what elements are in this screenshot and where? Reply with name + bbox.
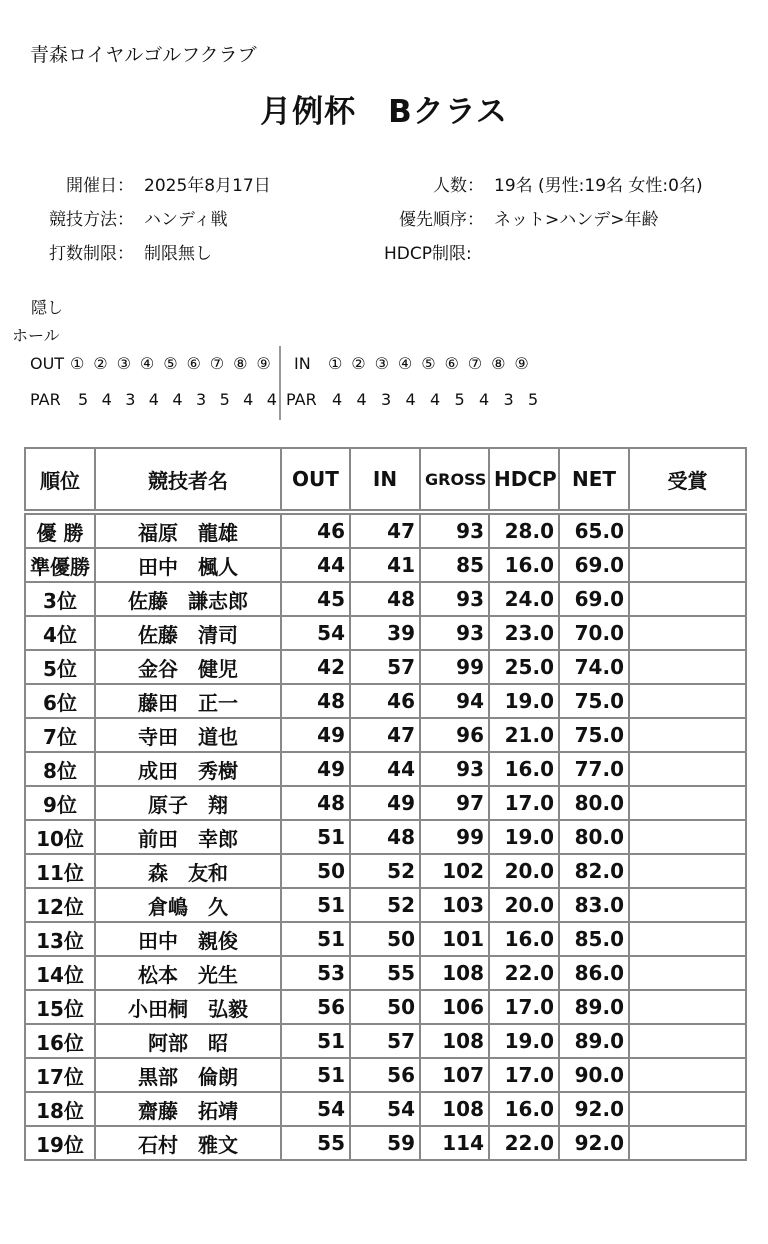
table-row bbox=[25, 684, 746, 718]
cell-out-score: 44 bbox=[281, 548, 350, 582]
cell-award bbox=[629, 888, 746, 922]
cell-player-name: 成田 秀樹 bbox=[95, 752, 281, 786]
cell-player-name: 倉嶋 久 bbox=[95, 888, 281, 922]
info-limit bbox=[30, 239, 212, 264]
cell-award bbox=[629, 718, 746, 752]
cell-player-name: 小田桐 弘毅 bbox=[95, 990, 281, 1024]
in-par-label: PAR bbox=[286, 390, 317, 409]
cell-gross-score: 93 bbox=[420, 582, 489, 616]
cell-out-score: 51 bbox=[281, 888, 350, 922]
out-holes-row bbox=[30, 354, 280, 373]
cell-net-score: 80.0 bbox=[559, 786, 629, 820]
hidden-label: 隠し bbox=[31, 298, 64, 317]
priority-value: ネット>ハンデ>年齢 bbox=[494, 210, 659, 230]
out-hole-mark-1: ① bbox=[70, 354, 85, 373]
cell-gross-score: 108 bbox=[420, 1092, 489, 1126]
cell-net-score: 89.0 bbox=[559, 990, 629, 1024]
out-par-9: 4 bbox=[266, 390, 277, 409]
cell-player-name: 藤田 正一 bbox=[95, 684, 281, 718]
out-hole-mark-2: ② bbox=[93, 354, 108, 373]
in-label: IN bbox=[294, 354, 311, 373]
table-row bbox=[25, 888, 746, 922]
cell-out-score: 51 bbox=[281, 820, 350, 854]
table-row bbox=[25, 1092, 746, 1126]
table-row bbox=[25, 752, 746, 786]
cell-award bbox=[629, 1092, 746, 1126]
out-par-row bbox=[30, 390, 290, 409]
cell-player-name: 前田 幸郎 bbox=[95, 820, 281, 854]
header-gross: GROSS bbox=[420, 448, 489, 512]
cell-hdcp: 23.0 bbox=[489, 616, 559, 650]
cell-player-name: 原子 翔 bbox=[95, 786, 281, 820]
out-hole-mark-5: ⑤ bbox=[163, 354, 178, 373]
date-label: 開催日： bbox=[66, 176, 134, 196]
info-method bbox=[30, 205, 228, 230]
cell-hdcp: 20.0 bbox=[489, 888, 559, 922]
out-par-8: 4 bbox=[243, 390, 254, 409]
cell-rank: 8位 bbox=[25, 752, 95, 786]
cell-rank: 18位 bbox=[25, 1092, 95, 1126]
cell-in-score: 49 bbox=[350, 786, 420, 820]
in-par-7: 4 bbox=[479, 390, 490, 409]
out-par-3: 3 bbox=[125, 390, 136, 409]
in-par-9: 5 bbox=[528, 390, 539, 409]
cell-gross-score: 96 bbox=[420, 718, 489, 752]
in-hole-mark-5: ⑤ bbox=[421, 354, 436, 373]
in-par-8: 3 bbox=[503, 390, 514, 409]
cell-out-score: 53 bbox=[281, 956, 350, 990]
cell-gross-score: 101 bbox=[420, 922, 489, 956]
cell-net-score: 82.0 bbox=[559, 854, 629, 888]
cell-rank: 13位 bbox=[25, 922, 95, 956]
cell-award bbox=[629, 820, 746, 854]
cell-rank: 17位 bbox=[25, 1058, 95, 1092]
cell-in-score: 50 bbox=[350, 990, 420, 1024]
in-par-4: 4 bbox=[405, 390, 416, 409]
cell-player-name: 福原 龍雄 bbox=[95, 512, 281, 548]
cell-in-score: 39 bbox=[350, 616, 420, 650]
cell-award bbox=[629, 752, 746, 786]
cell-award bbox=[629, 990, 746, 1024]
cell-gross-score: 99 bbox=[420, 650, 489, 684]
table-header-row bbox=[25, 448, 746, 512]
cell-net-score: 65.0 bbox=[559, 512, 629, 548]
cell-net-score: 86.0 bbox=[559, 956, 629, 990]
cell-hdcp: 16.0 bbox=[489, 752, 559, 786]
cell-gross-score: 93 bbox=[420, 616, 489, 650]
cell-net-score: 92.0 bbox=[559, 1092, 629, 1126]
cell-out-score: 42 bbox=[281, 650, 350, 684]
table-row bbox=[25, 854, 746, 888]
limit-value: 制限無し bbox=[144, 244, 212, 264]
cell-award bbox=[629, 1058, 746, 1092]
cell-rank: 11位 bbox=[25, 854, 95, 888]
cell-net-score: 69.0 bbox=[559, 548, 629, 582]
table-row bbox=[25, 990, 746, 1024]
table-row bbox=[25, 548, 746, 582]
out-par-values bbox=[78, 390, 290, 409]
cell-gross-score: 108 bbox=[420, 956, 489, 990]
cell-out-score: 54 bbox=[281, 616, 350, 650]
cell-hdcp: 17.0 bbox=[489, 1058, 559, 1092]
cell-out-score: 56 bbox=[281, 990, 350, 1024]
club-name: 青森ロイヤルゴルフクラブ bbox=[30, 44, 257, 66]
table-row bbox=[25, 820, 746, 854]
cell-award bbox=[629, 956, 746, 990]
table-row bbox=[25, 1058, 746, 1092]
cell-gross-score: 114 bbox=[420, 1126, 489, 1160]
cell-hdcp: 16.0 bbox=[489, 922, 559, 956]
out-hole-mark-6: ⑥ bbox=[186, 354, 201, 373]
cell-hdcp: 16.0 bbox=[489, 1092, 559, 1126]
cell-rank: 14位 bbox=[25, 956, 95, 990]
hdcp-limit-label: HDCP制限: bbox=[384, 244, 472, 264]
cell-out-score: 48 bbox=[281, 786, 350, 820]
out-hole-mark-8: ⑧ bbox=[233, 354, 248, 373]
cell-out-score: 45 bbox=[281, 582, 350, 616]
cell-in-score: 44 bbox=[350, 752, 420, 786]
in-par-2: 4 bbox=[356, 390, 367, 409]
in-hole-mark-6: ⑥ bbox=[444, 354, 459, 373]
in-hole-mark-2: ② bbox=[351, 354, 366, 373]
out-hole-mark-4: ④ bbox=[139, 354, 155, 373]
info-hdcp-limit bbox=[384, 239, 472, 264]
out-par-4: 4 bbox=[148, 390, 159, 409]
cell-player-name: 金谷 健児 bbox=[95, 650, 281, 684]
cell-hdcp: 25.0 bbox=[489, 650, 559, 684]
cell-gross-score: 85 bbox=[420, 548, 489, 582]
cell-gross-score: 108 bbox=[420, 1024, 489, 1058]
limit-label: 打数制限： bbox=[49, 244, 134, 264]
holes-divider bbox=[279, 346, 281, 420]
info-date bbox=[30, 171, 271, 196]
priority-label: 優先順序： bbox=[399, 210, 484, 230]
out-par-1: 5 bbox=[78, 390, 89, 409]
count-label: 人数： bbox=[433, 176, 484, 196]
header-in: IN bbox=[350, 448, 420, 512]
cell-net-score: 92.0 bbox=[559, 1126, 629, 1160]
cell-rank: 15位 bbox=[25, 990, 95, 1024]
cell-net-score: 70.0 bbox=[559, 616, 629, 650]
cell-out-score: 49 bbox=[281, 718, 350, 752]
out-hole-marks bbox=[70, 354, 280, 373]
out-par-2: 4 bbox=[101, 390, 112, 409]
cell-net-score: 83.0 bbox=[559, 888, 629, 922]
cell-net-score: 85.0 bbox=[559, 922, 629, 956]
cell-award bbox=[629, 616, 746, 650]
cell-rank: 準優勝 bbox=[25, 548, 95, 582]
cell-in-score: 54 bbox=[350, 1092, 420, 1126]
out-hole-mark-3: ③ bbox=[116, 354, 131, 373]
cell-out-score: 55 bbox=[281, 1126, 350, 1160]
cell-in-score: 56 bbox=[350, 1058, 420, 1092]
cell-net-score: 80.0 bbox=[559, 820, 629, 854]
out-par-7: 5 bbox=[219, 390, 230, 409]
out-par-5: 4 bbox=[172, 390, 183, 409]
cell-rank: 3位 bbox=[25, 582, 95, 616]
cell-rank: 7位 bbox=[25, 718, 95, 752]
table-row bbox=[25, 512, 746, 548]
table-row bbox=[25, 718, 746, 752]
cell-gross-score: 106 bbox=[420, 990, 489, 1024]
info-priority bbox=[384, 205, 659, 230]
cell-net-score: 77.0 bbox=[559, 752, 629, 786]
page-title: 月例杯 Bクラス bbox=[260, 94, 508, 130]
cell-award bbox=[629, 854, 746, 888]
header-award: 受賞 bbox=[629, 448, 746, 512]
cell-player-name: 阿部 昭 bbox=[95, 1024, 281, 1058]
cell-hdcp: 21.0 bbox=[489, 718, 559, 752]
header-name: 競技者名 bbox=[95, 448, 281, 512]
cell-gross-score: 103 bbox=[420, 888, 489, 922]
cell-out-score: 51 bbox=[281, 1058, 350, 1092]
cell-out-score: 50 bbox=[281, 854, 350, 888]
cell-player-name: 松本 光生 bbox=[95, 956, 281, 990]
cell-in-score: 48 bbox=[350, 820, 420, 854]
table-row bbox=[25, 616, 746, 650]
table-row bbox=[25, 956, 746, 990]
in-par-6: 5 bbox=[454, 390, 465, 409]
cell-net-score: 75.0 bbox=[559, 684, 629, 718]
table-row bbox=[25, 1126, 746, 1160]
cell-gross-score: 102 bbox=[420, 854, 489, 888]
cell-player-name: 佐藤 清司 bbox=[95, 616, 281, 650]
cell-gross-score: 97 bbox=[420, 786, 489, 820]
header-hdcp: HDCP bbox=[489, 448, 559, 512]
header-net: NET bbox=[559, 448, 629, 512]
cell-out-score: 46 bbox=[281, 512, 350, 548]
cell-hdcp: 17.0 bbox=[489, 786, 559, 820]
cell-award bbox=[629, 582, 746, 616]
in-hole-mark-4: ④ bbox=[397, 354, 413, 373]
cell-hdcp: 17.0 bbox=[489, 990, 559, 1024]
cell-rank: 優 勝 bbox=[25, 512, 95, 548]
in-par-row bbox=[286, 390, 553, 409]
in-hole-mark-1: ① bbox=[328, 354, 343, 373]
info-count bbox=[384, 171, 703, 196]
cell-award bbox=[629, 1024, 746, 1058]
out-hole-mark-9: ⑨ bbox=[256, 354, 271, 373]
cell-award bbox=[629, 922, 746, 956]
cell-hdcp: 19.0 bbox=[489, 1024, 559, 1058]
cell-net-score: 89.0 bbox=[559, 1024, 629, 1058]
cell-hdcp: 20.0 bbox=[489, 854, 559, 888]
cell-net-score: 90.0 bbox=[559, 1058, 629, 1092]
in-hole-mark-3: ③ bbox=[374, 354, 389, 373]
table-row bbox=[25, 582, 746, 616]
cell-out-score: 49 bbox=[281, 752, 350, 786]
cell-net-score: 74.0 bbox=[559, 650, 629, 684]
cell-hdcp: 22.0 bbox=[489, 956, 559, 990]
out-par-6: 3 bbox=[195, 390, 207, 409]
cell-player-name: 石村 雅文 bbox=[95, 1126, 281, 1160]
cell-player-name: 田中 親俊 bbox=[95, 922, 281, 956]
cell-gross-score: 93 bbox=[420, 752, 489, 786]
in-par-values bbox=[332, 390, 553, 409]
cell-award bbox=[629, 548, 746, 582]
cell-rank: 16位 bbox=[25, 1024, 95, 1058]
cell-gross-score: 93 bbox=[420, 512, 489, 548]
cell-in-score: 55 bbox=[350, 956, 420, 990]
cell-player-name: 寺田 道也 bbox=[95, 718, 281, 752]
cell-rank: 9位 bbox=[25, 786, 95, 820]
in-hole-mark-9: ⑨ bbox=[514, 354, 529, 373]
cell-in-score: 57 bbox=[350, 650, 420, 684]
table-row bbox=[25, 922, 746, 956]
cell-award bbox=[629, 650, 746, 684]
cell-rank: 10位 bbox=[25, 820, 95, 854]
cell-player-name: 森 友和 bbox=[95, 854, 281, 888]
in-par-1: 4 bbox=[332, 390, 343, 409]
cell-player-name: 佐藤 謙志郎 bbox=[95, 582, 281, 616]
cell-in-score: 57 bbox=[350, 1024, 420, 1058]
cell-gross-score: 107 bbox=[420, 1058, 489, 1092]
cell-rank: 12位 bbox=[25, 888, 95, 922]
cell-gross-score: 94 bbox=[420, 684, 489, 718]
cell-in-score: 48 bbox=[350, 582, 420, 616]
table-row bbox=[25, 650, 746, 684]
cell-out-score: 51 bbox=[281, 1024, 350, 1058]
method-value: ハンディ戦 bbox=[144, 210, 228, 230]
in-hole-mark-7: ⑦ bbox=[467, 354, 483, 373]
cell-hdcp: 22.0 bbox=[489, 1126, 559, 1160]
cell-award bbox=[629, 1126, 746, 1160]
cell-in-score: 52 bbox=[350, 888, 420, 922]
cell-in-score: 52 bbox=[350, 854, 420, 888]
cell-player-name: 田中 楓人 bbox=[95, 548, 281, 582]
cell-hdcp: 19.0 bbox=[489, 820, 559, 854]
in-par-3: 3 bbox=[381, 390, 392, 409]
cell-rank: 4位 bbox=[25, 616, 95, 650]
out-hole-mark-7: ⑦ bbox=[209, 354, 225, 373]
in-holes-row bbox=[294, 354, 538, 373]
table-row bbox=[25, 1024, 746, 1058]
date-value: 2025年8月17日 bbox=[144, 176, 271, 196]
out-par-label: PAR bbox=[30, 390, 61, 409]
cell-in-score: 59 bbox=[350, 1126, 420, 1160]
cell-net-score: 69.0 bbox=[559, 582, 629, 616]
cell-award bbox=[629, 684, 746, 718]
header-out: OUT bbox=[281, 448, 350, 512]
cell-player-name: 齋藤 拓靖 bbox=[95, 1092, 281, 1126]
cell-net-score: 75.0 bbox=[559, 718, 629, 752]
cell-out-score: 51 bbox=[281, 922, 350, 956]
hole-label: ホール bbox=[12, 326, 60, 345]
count-value: 19名 (男性:19名 女性:0名) bbox=[494, 176, 703, 196]
cell-in-score: 46 bbox=[350, 684, 420, 718]
cell-hdcp: 19.0 bbox=[489, 684, 559, 718]
cell-out-score: 54 bbox=[281, 1092, 350, 1126]
cell-gross-score: 99 bbox=[420, 820, 489, 854]
cell-hdcp: 16.0 bbox=[489, 548, 559, 582]
cell-player-name: 黒部 倫朗 bbox=[95, 1058, 281, 1092]
cell-in-score: 47 bbox=[350, 718, 420, 752]
out-label: OUT bbox=[30, 354, 65, 373]
results-table bbox=[24, 447, 747, 1161]
cell-award bbox=[629, 786, 746, 820]
in-hole-marks bbox=[328, 354, 538, 373]
cell-hdcp: 28.0 bbox=[489, 512, 559, 548]
cell-hdcp: 24.0 bbox=[489, 582, 559, 616]
header-rank: 順位 bbox=[25, 448, 95, 512]
cell-out-score: 48 bbox=[281, 684, 350, 718]
cell-in-score: 41 bbox=[350, 548, 420, 582]
in-hole-mark-8: ⑧ bbox=[491, 354, 506, 373]
cell-rank: 6位 bbox=[25, 684, 95, 718]
cell-rank: 5位 bbox=[25, 650, 95, 684]
cell-in-score: 50 bbox=[350, 922, 420, 956]
table-row bbox=[25, 786, 746, 820]
method-label: 競技方法： bbox=[49, 210, 134, 230]
cell-in-score: 47 bbox=[350, 512, 420, 548]
cell-award bbox=[629, 512, 746, 548]
in-par-5: 4 bbox=[430, 390, 441, 409]
cell-rank: 19位 bbox=[25, 1126, 95, 1160]
